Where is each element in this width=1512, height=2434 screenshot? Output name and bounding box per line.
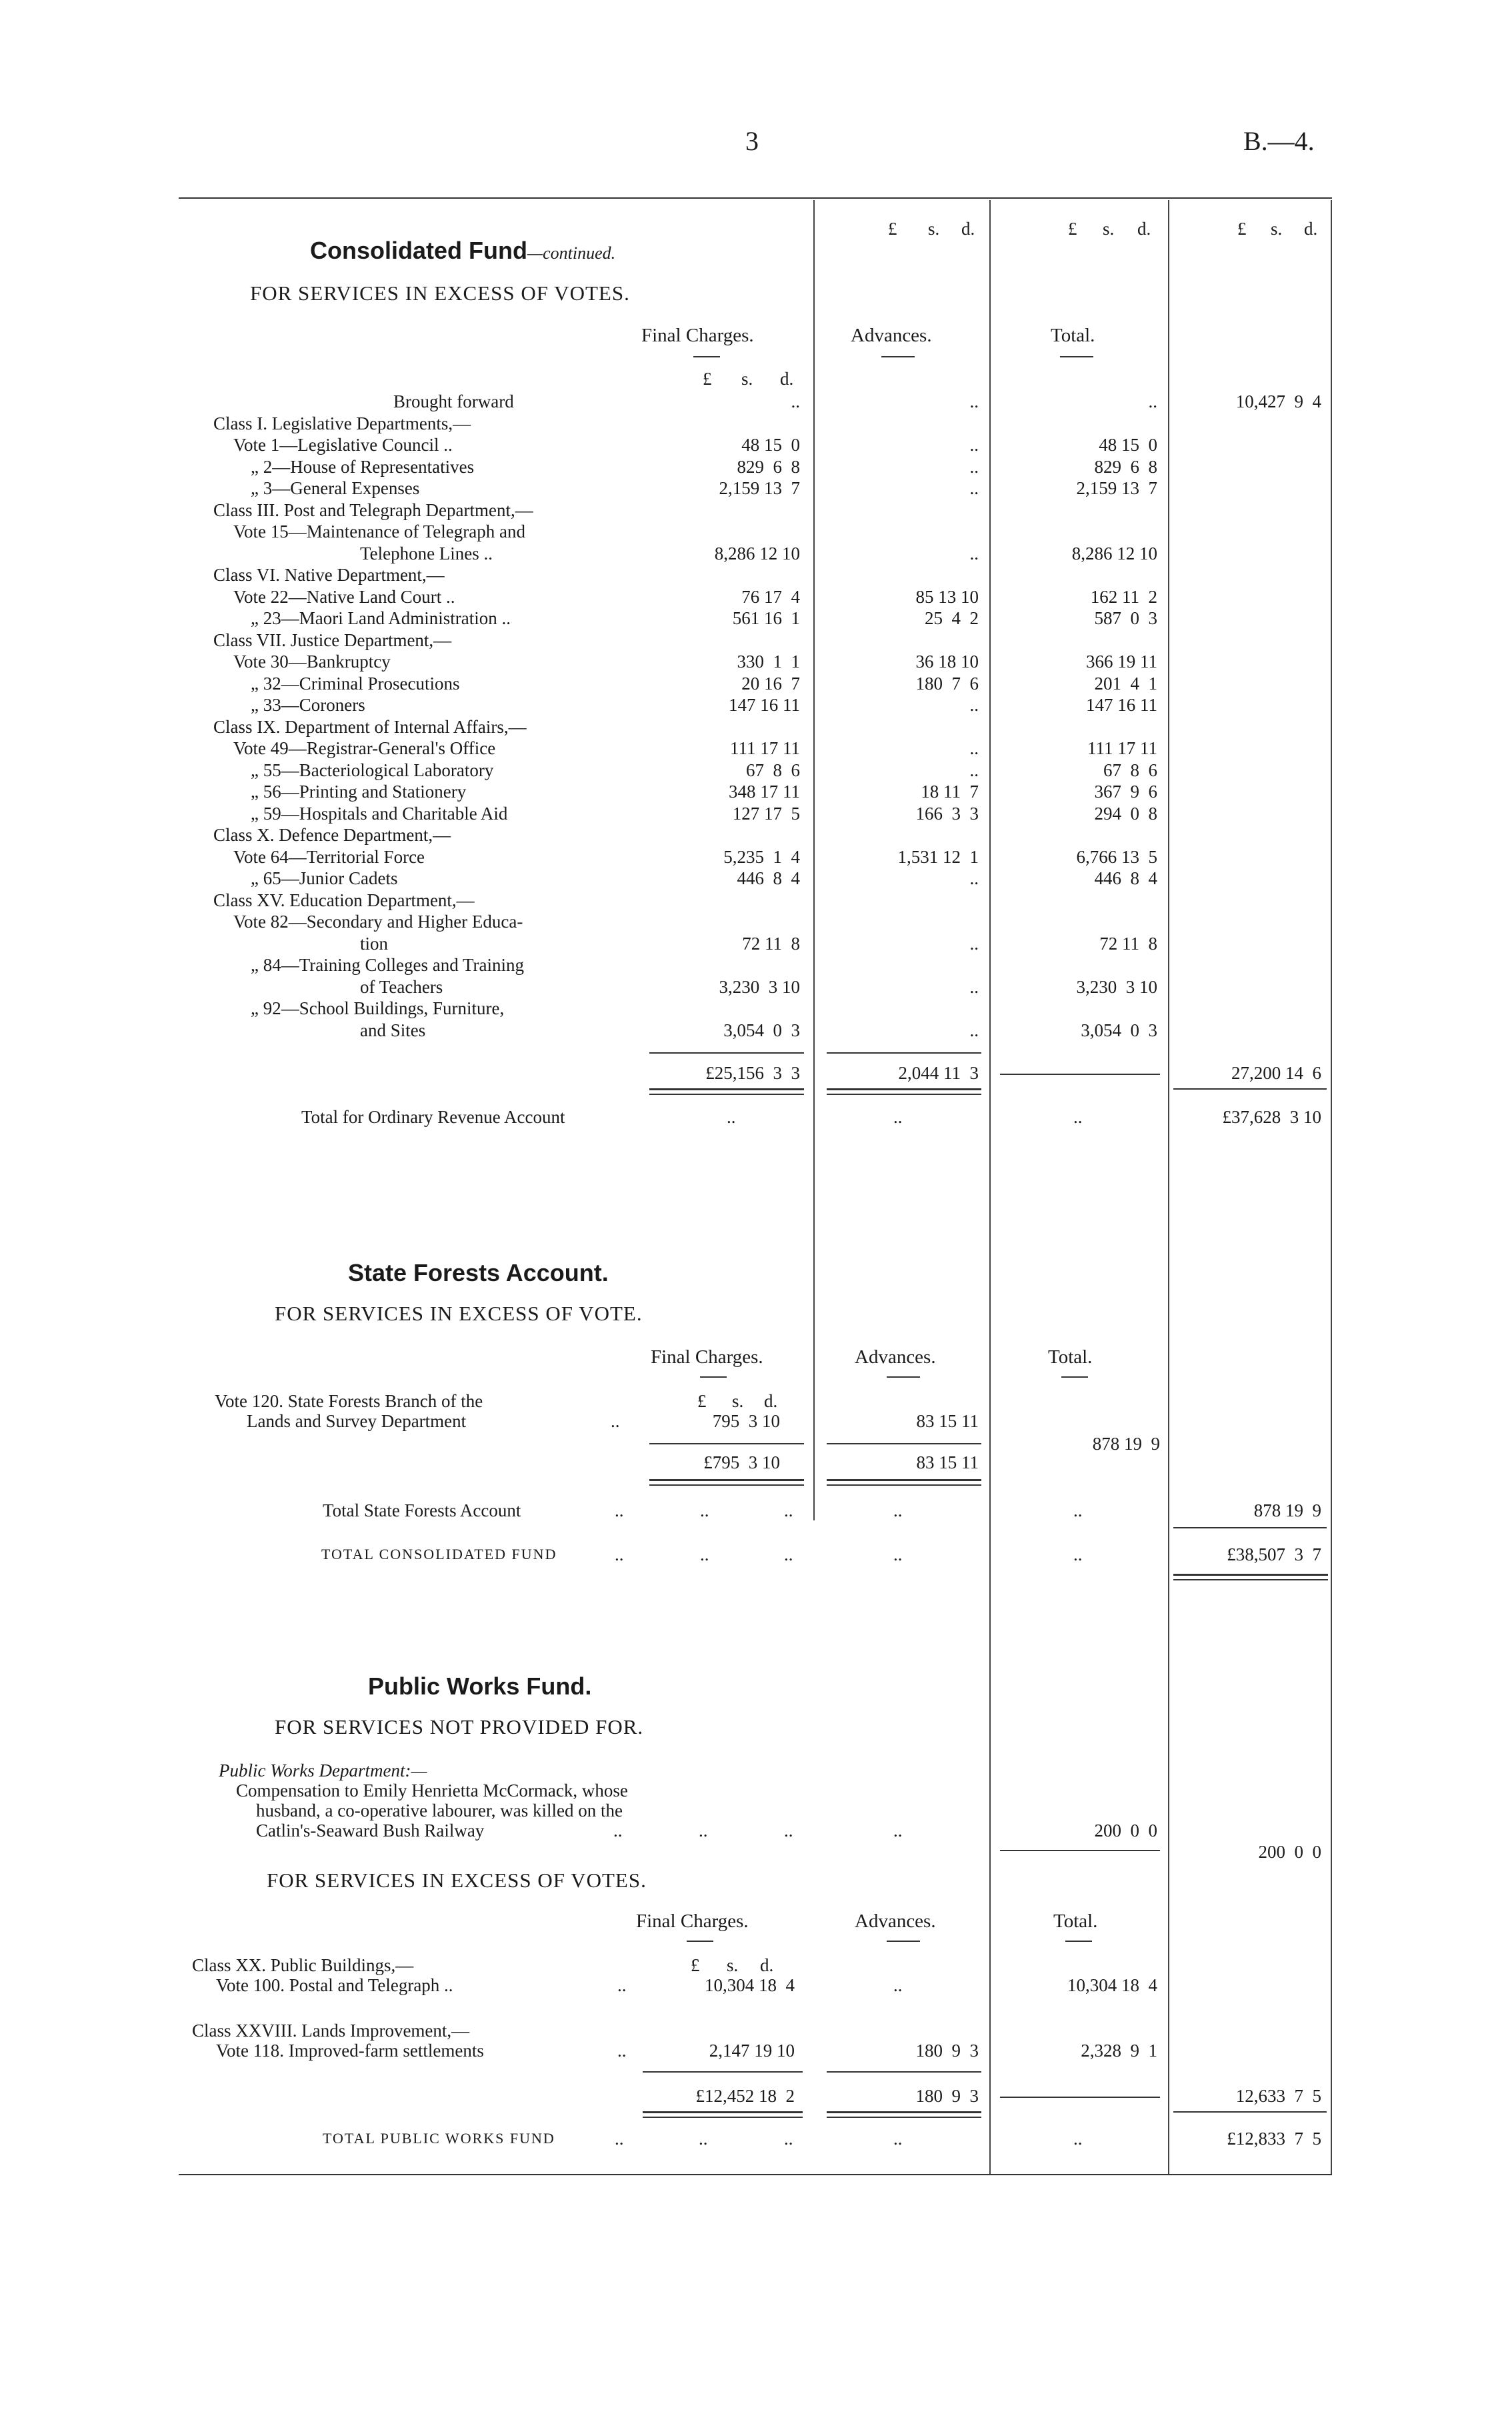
double-rule — [827, 1088, 981, 1090]
cell-advances: .. — [969, 760, 979, 780]
row-label: Class III. Post and Telegraph Department,— — [213, 500, 533, 520]
cell-final-charges: 127 17 5 — [732, 804, 800, 824]
vote-118-label: Vote 118. Improved-farm settlements — [216, 2041, 484, 2061]
double-rule — [827, 2117, 981, 2118]
leader-dots: .. — [893, 1500, 903, 1520]
rule — [1173, 2111, 1327, 2113]
cell-final-charges: 3,230 3 10 — [719, 977, 800, 997]
cell-total: 8,286 12 10 — [1071, 543, 1157, 563]
subtotal-final-charges: £25,156 3 3 — [705, 1063, 800, 1083]
double-rule — [649, 1094, 804, 1095]
subtotal-advances: 83 15 11 — [916, 1452, 979, 1472]
leader-dots: .. — [699, 2129, 708, 2149]
column-header-advances: Advances. — [855, 1911, 936, 1932]
column-rule-grand — [1331, 200, 1332, 2174]
cell-total: 162 11 2 — [1090, 587, 1157, 607]
total-consolidated-fund-label: TOTAL CONSOLIDATED FUND — [321, 1546, 557, 1562]
double-rule — [649, 1484, 804, 1486]
page-number: 3 — [745, 126, 759, 156]
vote-118-advances: 180 9 3 — [915, 2041, 979, 2061]
subtotal-grand: 12,633 7 5 — [1235, 2086, 1321, 2106]
document-reference: B.—4. — [1243, 126, 1315, 156]
row-label: Class VI. Native Department,— — [213, 565, 445, 585]
header-dash — [700, 1376, 727, 1378]
column-header-advances: Advances. — [851, 325, 932, 346]
row-label: Brought forward — [393, 391, 514, 411]
cell-final-charges: 76 17 4 — [741, 587, 800, 607]
cell-advances: .. — [969, 543, 979, 563]
cell-final-charges: 72 11 8 — [742, 934, 800, 954]
column-header-total: Total. — [1051, 325, 1095, 346]
subtotal-rule — [827, 1443, 981, 1444]
leader-dots: .. — [784, 1500, 793, 1520]
double-rule — [827, 1479, 981, 1481]
header-dash — [881, 356, 915, 357]
vote-100-total: 10,304 18 4 — [1067, 1975, 1157, 1995]
vote-120-final-charges: 795 3 10 — [712, 1411, 780, 1431]
cell-advances: .. — [969, 435, 979, 455]
total-state-forests-value: 878 19 9 — [1253, 1500, 1321, 1520]
subtotal-advances: 180 9 3 — [915, 2086, 979, 2106]
double-rule — [649, 1088, 804, 1090]
row-label: Vote 64—Territorial Force — [233, 847, 425, 867]
compensation-line-2: husband, a co-operative labourer, was killed on the — [256, 1800, 623, 1820]
cell-total: 3,054 0 3 — [1081, 1020, 1157, 1040]
cell-final-charges: 48 15 0 — [741, 435, 800, 455]
cell-final-charges: 829 6 8 — [737, 457, 800, 477]
header-dash — [687, 1941, 713, 1942]
leader-dots: .. — [700, 1544, 709, 1564]
subtotal-rule — [827, 1052, 981, 1054]
leader-dots: .. — [893, 1107, 903, 1127]
cell-advances: .. — [969, 868, 979, 888]
total-ordinary-revenue-label: Total for Ordinary Revenue Account — [301, 1107, 565, 1127]
cell-final-charges: 20 16 7 — [741, 674, 800, 694]
cell-final-charges: 330 1 1 — [737, 652, 800, 672]
header-dash — [693, 356, 720, 357]
vote-100-label: Vote 100. Postal and Telegraph .. — [216, 1975, 453, 1995]
row-label: „ 92—School Buildings, Furniture, — [251, 998, 505, 1018]
row-label: Class I. Legislative Departments,— — [213, 413, 471, 433]
cell-grand-total: 10,427 9 4 — [1235, 391, 1321, 411]
cell-advances: 166 3 3 — [915, 804, 979, 824]
header-dash — [1060, 356, 1093, 357]
leader-dots: .. — [893, 1975, 903, 1995]
cell-advances: .. — [969, 391, 979, 411]
leader-dots: .. — [613, 1820, 623, 1841]
section-subtitle: FOR SERVICES IN EXCESS OF VOTES. — [250, 281, 630, 305]
cell-final-charges: 147 16 11 — [729, 695, 800, 715]
cell-final-charges: 2,159 13 7 — [719, 478, 800, 498]
row-label: and Sites — [360, 1020, 426, 1040]
section-title-state-forests: State Forests Account. — [348, 1259, 609, 1286]
cell-total: 6,766 13 5 — [1076, 847, 1157, 867]
column-header-advances: Advances. — [855, 1346, 936, 1368]
cell-final-charges: 111 17 11 — [730, 738, 800, 758]
subtotal-rule — [643, 2071, 803, 2073]
cell-advances: 36 18 10 — [915, 652, 979, 672]
row-label: „ 3—General Expenses — [251, 478, 420, 498]
section-title-public-works-fund: Public Works Fund. — [368, 1672, 592, 1700]
total-consolidated-fund-value: £38,507 3 7 — [1227, 1544, 1321, 1564]
column-rule-final — [813, 200, 815, 1520]
leader-dots: .. — [615, 1544, 624, 1564]
row-label: „ 32—Criminal Prosecutions — [251, 674, 460, 694]
row-label: „ 23—Maori Land Administration .. — [251, 608, 511, 628]
vote-118-final-charges: 2,147 19 10 — [709, 2041, 795, 2061]
double-rule — [649, 1479, 804, 1481]
row-label: Telephone Lines .. — [360, 543, 493, 563]
cell-final-charges: 5,235 1 4 — [723, 847, 800, 867]
section-title-consolidated-fund: Consolidated Fund—continued. — [310, 237, 616, 264]
double-rule — [827, 1484, 981, 1486]
header-dash — [887, 1376, 920, 1378]
cell-total: 147 16 11 — [1086, 695, 1157, 715]
row-label: of Teachers — [360, 977, 443, 997]
cell-final-charges: 446 8 4 — [737, 868, 800, 888]
cell-final-charges: 561 16 1 — [732, 608, 800, 628]
column-header-final-charges: Final Charges. — [641, 325, 754, 346]
column-header-final-charges: Final Charges. — [636, 1911, 749, 1932]
row-label: Class X. Defence Department,— — [213, 825, 451, 845]
cell-total: 48 15 0 — [1099, 435, 1157, 455]
total-dash — [1000, 2097, 1160, 2098]
cell-advances: 18 11 7 — [921, 782, 979, 802]
cell-final-charges: 67 8 6 — [746, 760, 800, 780]
cell-total: 367 9 6 — [1094, 782, 1157, 802]
total-public-works-fund-value: £12,833 7 5 — [1227, 2129, 1321, 2149]
vote-100-final-charges: 10,304 18 4 — [705, 1975, 795, 1995]
row-label: „ 2—House of Representatives — [251, 457, 475, 477]
leader-dots: .. — [1073, 2129, 1083, 2149]
vote-120-label-cont: Lands and Survey Department — [247, 1411, 467, 1431]
row-label: Vote 49—Registrar-General's Office — [233, 738, 496, 758]
subtotal-grand: 27,200 14 6 — [1231, 1063, 1321, 1083]
cell-advances: .. — [969, 478, 979, 498]
cell-total: 201 4 1 — [1094, 674, 1157, 694]
column-header-final-charges: Final Charges. — [651, 1346, 763, 1368]
row-label: „ 59—Hospitals and Charitable Aid — [251, 804, 508, 824]
cell-total: 67 8 6 — [1103, 760, 1157, 780]
header-dash — [1065, 1941, 1092, 1942]
cell-final-charges: 8,286 12 10 — [714, 543, 800, 563]
double-rule — [643, 2111, 803, 2113]
total-dash — [1000, 1074, 1160, 1075]
cell-total: 72 11 8 — [1099, 934, 1157, 954]
top-rule — [179, 197, 1332, 199]
vote-118-total: 2,328 9 1 — [1081, 2041, 1157, 2061]
cell-total: 366 19 11 — [1086, 652, 1157, 672]
column-rule-total — [1168, 200, 1169, 2174]
cell-final-charges: 3,054 0 3 — [723, 1020, 800, 1040]
column-header-total: Total. — [1053, 1911, 1098, 1932]
cell-advances: .. — [969, 934, 979, 954]
double-rule — [643, 2117, 803, 2118]
leader-dots: .. — [1073, 1544, 1083, 1564]
subtotal-final-charges: £12,452 18 2 — [695, 2086, 795, 2106]
leader-dots: .. — [617, 2041, 627, 2061]
row-label: Class VII. Justice Department,— — [213, 630, 452, 650]
cell-total: 587 0 3 — [1094, 608, 1157, 628]
cell-advances: 85 13 10 — [915, 587, 979, 607]
cell-total: 3,230 3 10 — [1076, 977, 1157, 997]
leader-dots: .. — [893, 2129, 903, 2149]
cell-advances: 25 4 2 — [925, 608, 979, 628]
leader-dots: .. — [784, 2129, 793, 2149]
class-xx-label: Class XX. Public Buildings,— — [192, 1955, 414, 1975]
row-label: „ 33—Coroners — [251, 695, 365, 715]
row-label: „ 56—Printing and Stationery — [251, 782, 467, 802]
cell-advances: .. — [969, 457, 979, 477]
compensation-grand: 200 0 0 — [1258, 1842, 1321, 1862]
vote-120-label: Vote 120. State Forests Branch of the — [215, 1391, 483, 1411]
row-label: „ 65—Junior Cadets — [251, 868, 398, 888]
rule — [1173, 1088, 1327, 1090]
vote-120-advances: 83 15 11 — [916, 1411, 979, 1431]
column-header-total: Total. — [1048, 1346, 1093, 1368]
cell-total: .. — [1148, 391, 1157, 411]
compensation-line-1: Compensation to Emily Henrietta McCormack, whose — [236, 1780, 628, 1800]
cell-advances: .. — [969, 695, 979, 715]
row-label: tion — [360, 934, 389, 954]
row-label: „ 84—Training Colleges and Training — [251, 955, 525, 975]
subtotal-rule — [649, 1052, 804, 1054]
section-subtitle-not-provided: FOR SERVICES NOT PROVIDED FOR. — [275, 1715, 644, 1738]
cell-advances: .. — [969, 1020, 979, 1040]
cell-total: 829 6 8 — [1094, 457, 1157, 477]
total-state-forests-label: Total State Forests Account — [323, 1500, 521, 1520]
cell-total: 294 0 8 — [1094, 804, 1157, 824]
row-label: Class IX. Department of Internal Affairs,— — [213, 717, 527, 737]
cell-advances: 1,531 12 1 — [897, 847, 979, 867]
cell-advances: 180 7 6 — [915, 674, 979, 694]
compensation-total: 200 0 0 — [1094, 1820, 1157, 1841]
subtotal-advances: 2,044 11 3 — [898, 1063, 979, 1083]
row-label: Vote 1—Legislative Council .. — [233, 435, 453, 455]
header-dash — [887, 1941, 920, 1942]
leader-dots: .. — [784, 1544, 793, 1564]
cell-advances: .. — [969, 738, 979, 758]
class-xxviii-label: Class XXVIII. Lands Improvement,— — [192, 2021, 470, 2041]
row-label: Vote 15—Maintenance of Telegraph and — [233, 521, 525, 541]
bottom-rule — [179, 2174, 1332, 2175]
section-subtitle-excess: FOR SERVICES IN EXCESS OF VOTES. — [267, 1869, 647, 1892]
double-rule — [827, 1094, 981, 1095]
cell-final-charges: .. — [791, 391, 800, 411]
leader-dots: .. — [1073, 1107, 1083, 1127]
total-public-works-fund-label: TOTAL PUBLIC WORKS FUND — [323, 2130, 555, 2147]
double-rule — [827, 2111, 981, 2113]
cell-total: 111 17 11 — [1087, 738, 1157, 758]
row-label: Vote 30—Bankruptcy — [233, 652, 391, 672]
header-dash — [1061, 1376, 1088, 1378]
leader-dots: .. — [893, 1820, 903, 1841]
rule — [1173, 1527, 1327, 1528]
leader-dots: .. — [611, 1411, 620, 1431]
leader-dots: .. — [893, 1544, 903, 1564]
section-subtitle: FOR SERVICES IN EXCESS OF VOTE. — [275, 1302, 643, 1325]
subtotal-rule — [827, 2071, 981, 2073]
leader-dots: .. — [727, 1107, 736, 1127]
row-label: Vote 22—Native Land Court .. — [233, 587, 455, 607]
leader-dots: .. — [1073, 1500, 1083, 1520]
compensation-line-3: Catlin's-Seaward Bush Railway — [256, 1820, 485, 1841]
cell-advances: .. — [969, 977, 979, 997]
cell-total: 446 8 4 — [1094, 868, 1157, 888]
leader-dots: .. — [699, 1820, 708, 1841]
leader-dots: .. — [617, 1975, 627, 1995]
subtotal-rule — [649, 1443, 804, 1444]
row-label: Vote 82—Secondary and Higher Educa- — [233, 912, 523, 932]
cell-final-charges: 348 17 11 — [729, 782, 800, 802]
leader-dots: .. — [615, 1500, 624, 1520]
cell-total: 2,159 13 7 — [1076, 478, 1157, 498]
leader-dots: .. — [784, 1820, 793, 1841]
public-works-department-label: Public Works Department:— — [219, 1760, 427, 1780]
row-label: „ 55—Bacteriological Laboratory — [251, 760, 494, 780]
vote-120-total: 878 19 9 — [1092, 1434, 1160, 1454]
leader-dots: .. — [700, 1500, 709, 1520]
double-rule — [1173, 1574, 1328, 1576]
double-rule — [1173, 1579, 1328, 1580]
subtotal-final-charges: £795 3 10 — [703, 1452, 780, 1472]
rule — [1000, 1850, 1160, 1851]
leader-dots: .. — [615, 2129, 624, 2149]
total-ordinary-revenue-value: £37,628 3 10 — [1222, 1107, 1321, 1127]
column-rule-advances — [989, 200, 991, 2174]
row-label: Class XV. Education Department,— — [213, 890, 475, 910]
